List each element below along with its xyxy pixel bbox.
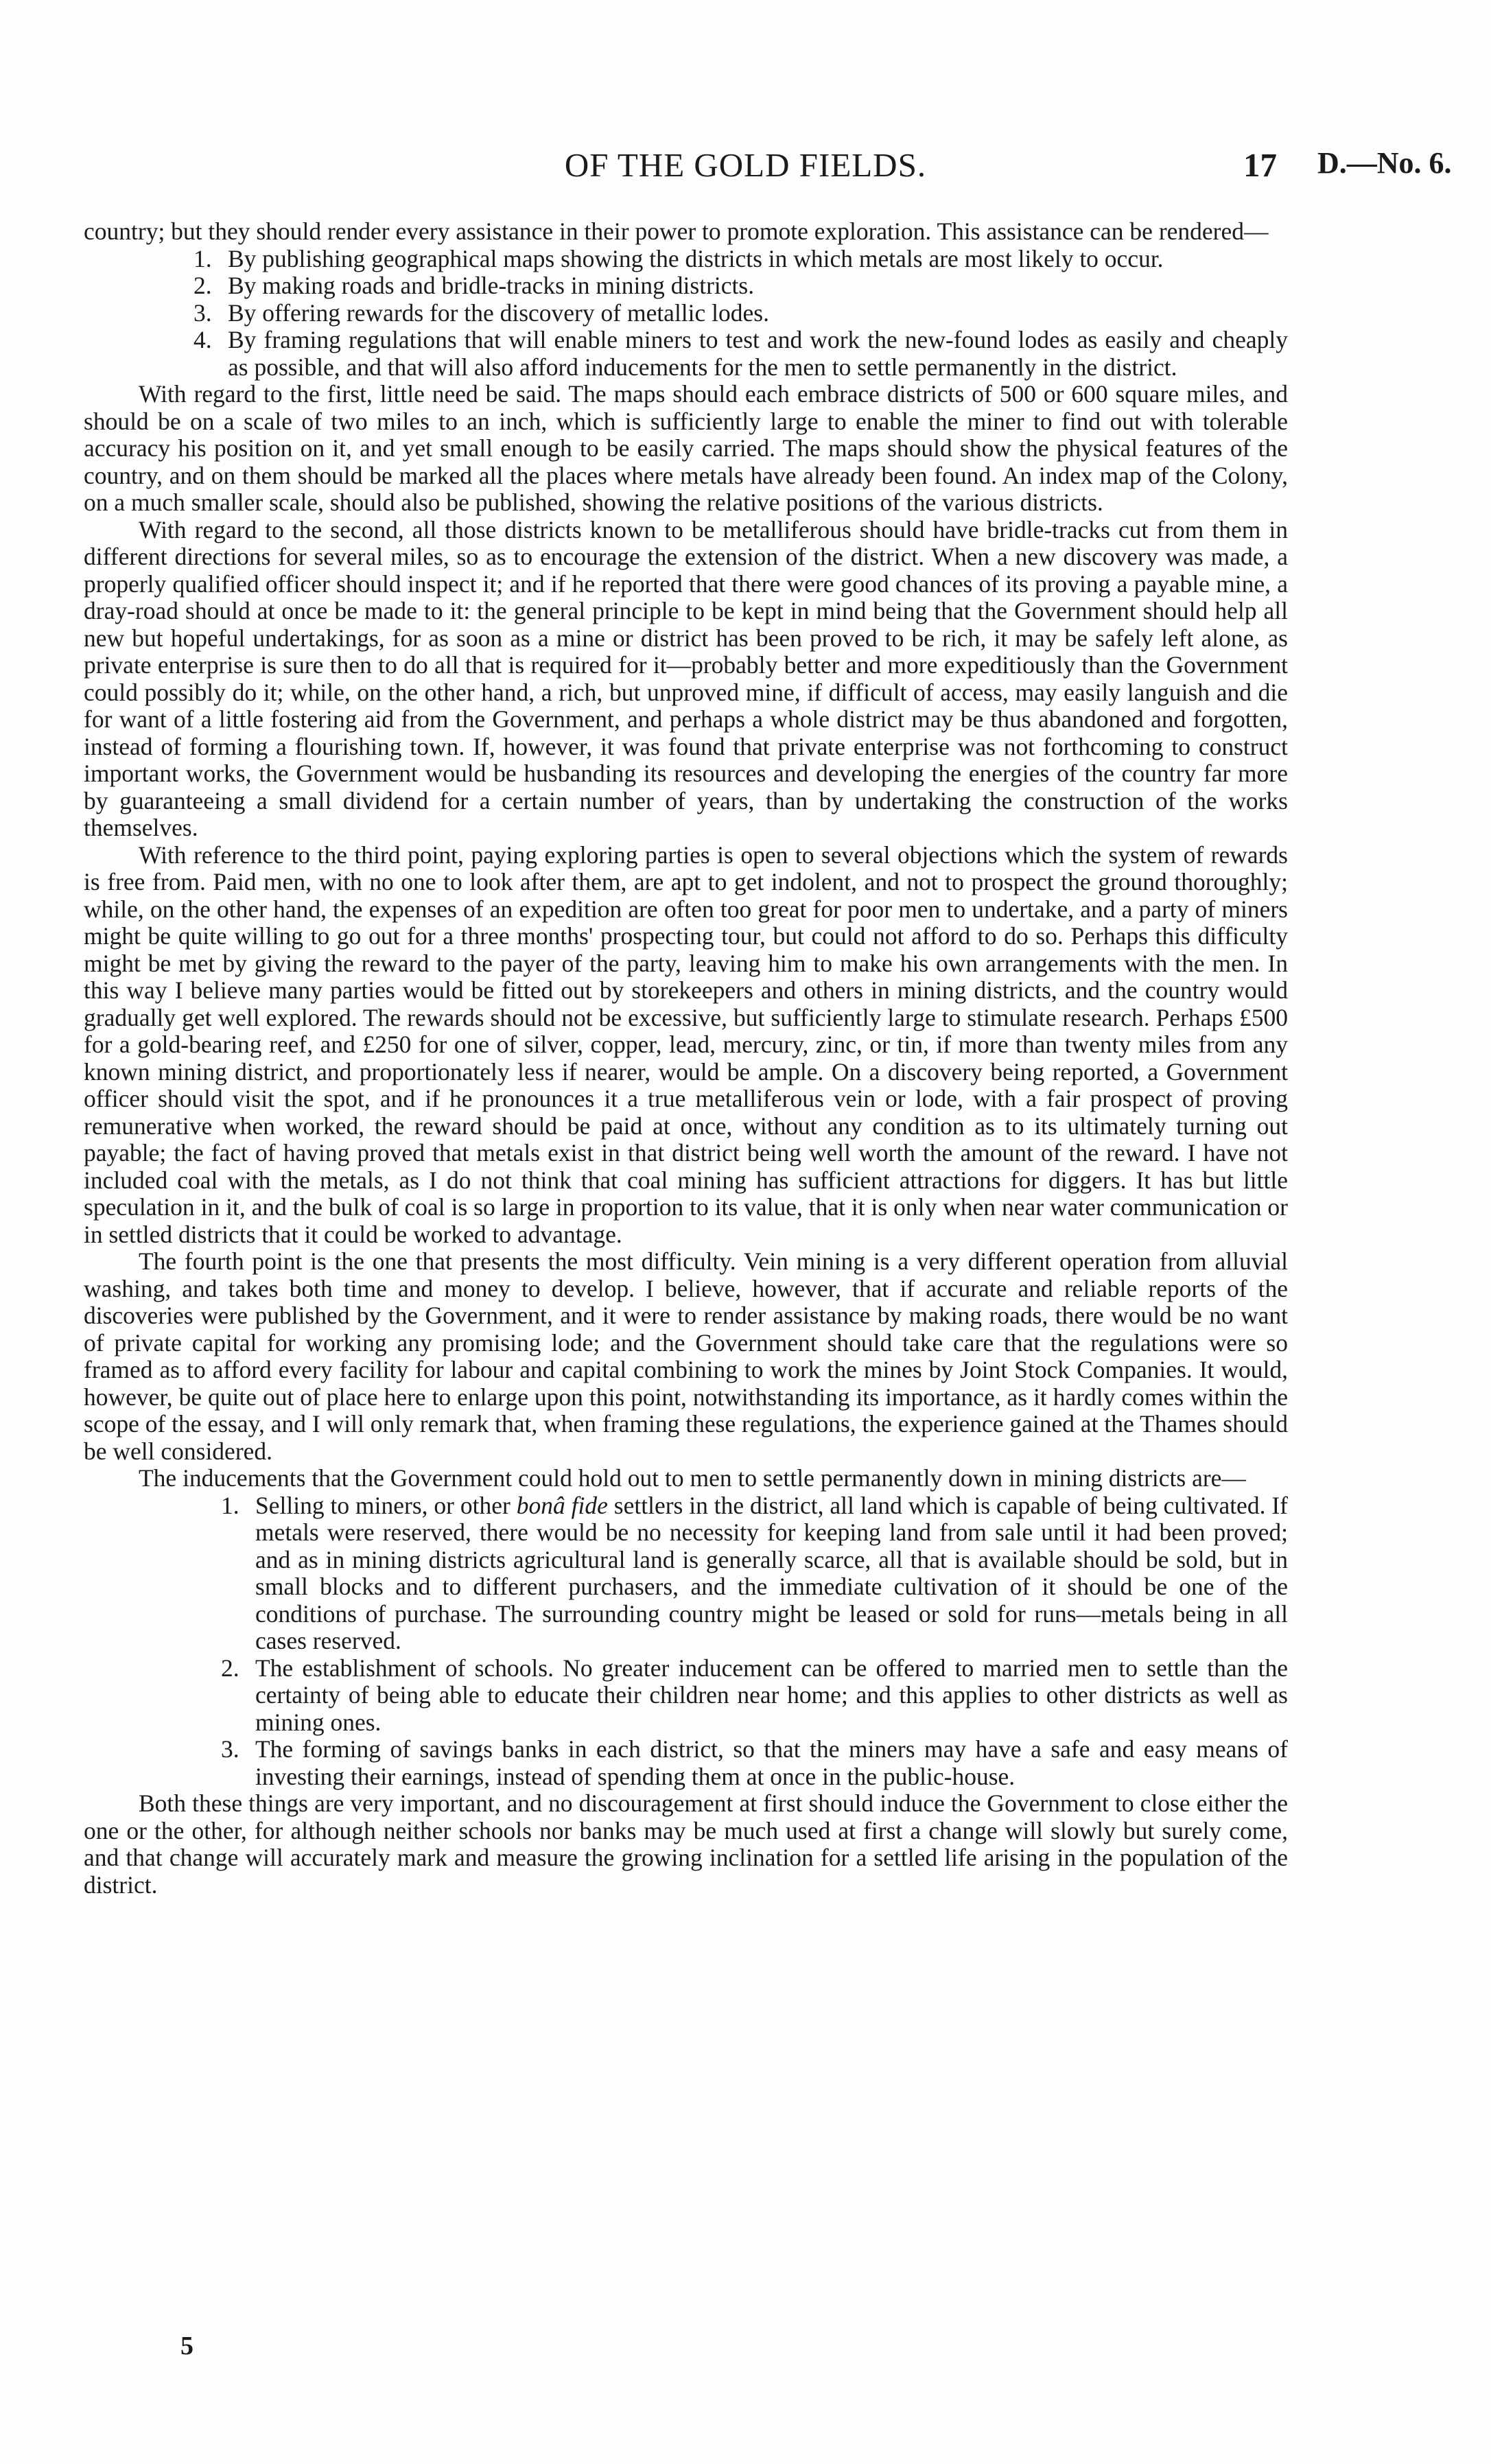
paragraph-third-point: With reference to the third point, paying exploring parties is open to several objections which the system of rewards is free from. Paid men, with no one to look after them, are apt to get indolent, and not to prospect the ground thoroughly; while, on the other hand, the expenses of an expedition are often too great for poor men to undertake, and a party of miners might be quite willing to go out for a three months' prospecting tour, but could not afford to do so. Perhaps this difficulty might be met by giving the reward to the payer of the party, leaving him to make his own arrangements with the men. In this way I believe many parties would be fitted out by storekeepers and others in mining districts, and the country would gradually get well explored. The rewards should not be excessive, but sufficiently large to stimulate research. Perhaps £500 for a gold-bearing reef, and £250 for one of silver, copper, lead, mercury, zinc, or tin, if more than twenty miles from any known mining district, and proportionately less if nearer, would be ample. On a discovery being reported, a Government officer should visit the spot, and if he pronounces it a true metalliferous vein or lode, with a fair prospect of proving remunerative when worked, the reward should be paid at once, without any condition as to its ultimately turning out payable; the fact of having proved that metals exist in that district being well worth the amount of the reward. I have not included coal with the metals, as I do not think that coal mining has sufficient attractions for diggers. It has but little speculation in it, and the bulk of coal is so large in proportion to its value, that it is only when near water communication or in settled districts that it could be worked to advantage. [84,841,1288,1248]
list-item [84,272,1288,300]
list-text: By offering rewards for the discovery of metallic lodes. [228,298,769,327]
list-item [84,327,1288,381]
list-number: 1. [221,1491,239,1519]
list-number: 1. [193,244,212,272]
list-number: 2. [221,1654,239,1682]
list-item [84,1655,1288,1737]
closing-paragraph: Both these things are very important, and no discouragement at first should induce the Government to close either the one or the other, for although neither schools nor banks may be much used at first a change will slowly but surely come, and that change will accurately mark and measure the growing inclination for a settled life arising in the population of the district. [84,1790,1288,1899]
list-number: 3. [193,298,212,327]
page-number: 17 [1243,146,1277,184]
body-text [84,218,1288,1899]
paragraph-first-point: With regard to the first, little need be said. The maps should each embrace districts of 500 or 600 square miles, and should be on a scale of two miles to an inch, which is sufficiently large to enable the miner to find out with tolerable accuracy his position on it, and yet small enough to be easily carried. The maps should show the physical features of the country, and on them should be marked all the places where metals have already been found. An index map of the Colony, on a much smaller scale, should also be published, showing the relative positions of the various districts. [84,380,1288,516]
document-reference: D.—No. 6. [1317,146,1452,180]
list-text: By framing regulations that will enable miners to test and work the new-found lodes as easily and cheaply as possible, and that will also afford inducements for the men to settle permanently in the district. [228,326,1288,381]
list-item [84,1736,1288,1790]
list-item [84,300,1288,327]
list-number: 4. [193,326,212,353]
list-text: The establishment of schools. No greater inducement can be offered to married men to settle than the certainty of being able to educate their children near home; and this applies to other districts as well as mining ones. [255,1654,1288,1736]
list-text: The forming of savings banks in each district, so that the miners may have a safe and easy means of investing their earnings, instead of spending them at once in the public-house. [255,1735,1288,1790]
intro-paragraph: country; but they should render every assistance in their power to promote exploration. This assistance can be rendered— [84,218,1269,245]
list-text: By publishing geographical maps showing the districts in which metals are most likely to occur. [228,244,1164,272]
list-number: 3. [221,1735,239,1763]
list-text: Selling to miners, or other [255,1491,517,1519]
list-text: By making roads and bridle-tracks in mining districts. [228,272,755,299]
list-item [84,246,1288,273]
inducements-list [84,1492,1288,1791]
list-text: settlers in the district, all land which is capable of being cultivated. If metals were reserved, there would be no necessity for keeping land from sale until it had been proved; and as in mining districts agricultural land is generally scarce, all that is available should be sold, but in small blocks and to different purchasers, and the immediate cultivation of it should be one of the conditions of purchase. The surrounding country might be leased or sold for runs—metals being in all cases reserved. [255,1491,1288,1654]
paragraph-inducements: The inducements that the Government could hold out to men to settle permanently down in mining districts are— [139,1464,1246,1492]
signature-mark: 5 [180,2332,193,2360]
list-number: 2. [193,272,212,299]
paragraph-fourth-point: The fourth point is the one that presents the most difficulty. Vein mining is a very different operation from alluvial washing, and takes both time and money to develop. I believe, however, that if accurate and reliable reports of the discoveries were published by the Government, and it were to render assistance by making roads, there would be no want of private capital for working any promising lode; and the Government should take care that the regulations were so framed as to afford every facility for labour and capital combining to work the mines by Joint Stock Companies. It would, however, be quite out of place here to enlarge upon this point, notwithstanding its importance, as it hardly comes within the scope of the essay, and I will only remark that, when framing these regulations, the experience gained at the Thames should be well considered. [84,1247,1288,1465]
assistance-list [84,246,1288,382]
list-text-italic: bonâ fide [516,1491,608,1519]
paragraph-second-point: With regard to the second, all those districts known to be metalliferous should have bridle-tracks cut from them in different directions for several miles, so as to encourage the extension of the district. When a new discovery was made, a properly qualified officer should inspect it; and if he reported that there were good chances of its proving a payable mine, a dray-road should at once be made to it: the general principle to be kept in mind being that the Government should help all new but hopeful undertakings, for as soon as a mine or district has been proved to be rich, it may be safely left alone, as private enterprise is sure then to do all that is required for it—probably better and more expeditiously than the Government could possibly do it; while, on the other hand, a rich, but unproved mine, if difficult of access, may easily languish and die for want of a little fostering aid from the Government, and perhaps a whole district may be thus abandoned and forgotten, instead of forming a flourishing town. If, however, it was found that private enterprise was not forthcoming to construct important works, the Government would be husbanding its resources and developing the energies of the country far more by guaranteeing a small dividend for a certain number of years, than by undertaking the construction of the works themselves. [84,515,1288,841]
list-item [84,1492,1288,1655]
page-title: OF THE GOLD FIELDS. [564,146,927,184]
